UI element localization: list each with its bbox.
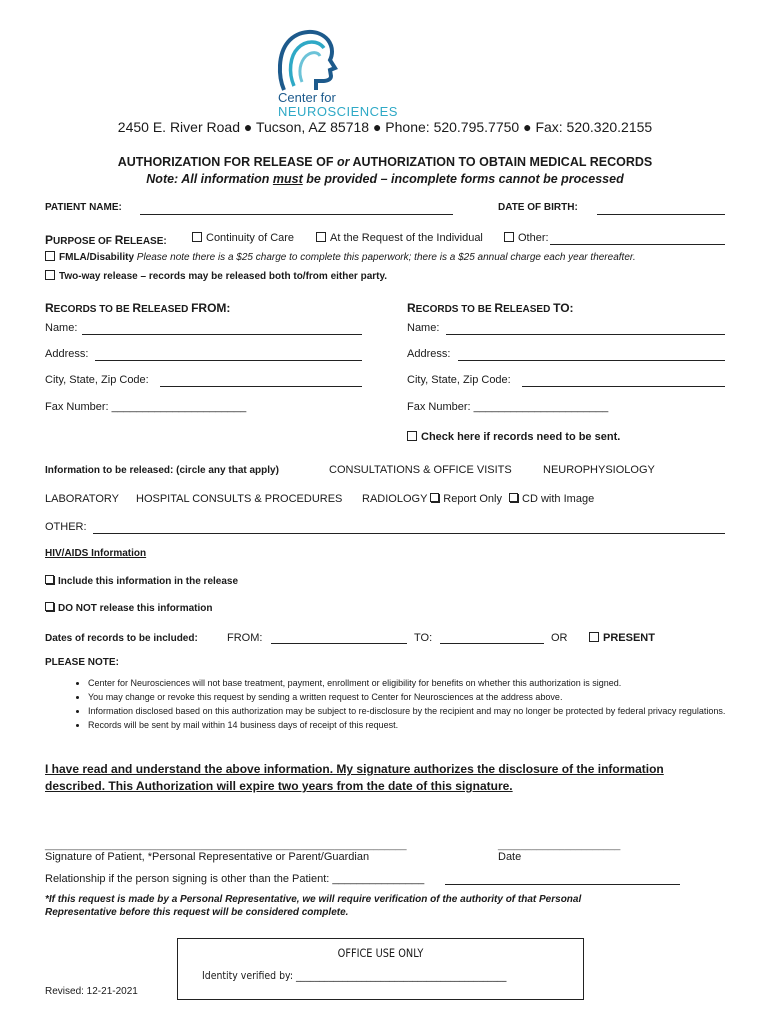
purpose-other-field[interactable] [550, 244, 725, 245]
info-label: Information to be released: (circle any that apply) [45, 465, 279, 476]
signature-field[interactable]: _________________________________________________________________ [45, 840, 407, 851]
hiv-donot-row[interactable] [45, 602, 212, 614]
from-name-label: Name: [45, 322, 78, 334]
note-item: • Records will be sent by mail within 14 business days of receipt of this request. [88, 718, 748, 732]
h-c: R [494, 301, 504, 315]
checkbox[interactable] [407, 431, 417, 441]
to-fax-label: Fax Number: [407, 401, 471, 413]
checkbox[interactable] [316, 232, 326, 242]
fmla-row[interactable] [45, 251, 636, 263]
info-laboratory[interactable]: LABORATORY [45, 493, 119, 505]
note-item: • Center for Neurosciences will not base treatment, payment, enrollment or eligibility for benefits on whether this authorization is signed. [88, 676, 748, 690]
title-or: or [336, 155, 350, 169]
twoway-label: Two-way release – records may be released both to/from either party. [59, 271, 388, 282]
address-line: 2450 E. River Road ● Tucson, AZ 85718 ● Phone: 520.795.7750 ● Fax: 520.320.2155 [117, 119, 653, 135]
rep-note-line1: *If this request is made by a Personal Representative, we will require verification of the authority of that Personal [45, 894, 582, 905]
dob-field[interactable] [597, 214, 725, 215]
other-label: OTHER: [45, 521, 87, 533]
office-identity-row[interactable] [202, 969, 506, 982]
logo [270, 26, 410, 120]
dates-present-row[interactable] [589, 632, 655, 644]
dates-present-label: PRESENT [603, 632, 655, 644]
from-csz-field[interactable] [160, 386, 362, 387]
office-identity-blank: _____________________________________________ [296, 969, 507, 982]
purpose-opt-request[interactable] [316, 232, 483, 244]
purpose-opt3-label: Other: [518, 232, 549, 244]
fmla-text: Please note there is a $25 charge to complete this paperwork; there is a $25 annual charge each year thereafter. [136, 252, 636, 263]
to-fax-blank: ______________________ [473, 401, 609, 413]
h-d: ELEASED [503, 304, 554, 315]
checkbox[interactable] [192, 232, 202, 242]
h-c: R [132, 301, 142, 315]
from-name-field[interactable] [82, 334, 362, 335]
info-radiology-row [362, 493, 594, 505]
to-address-label: Address: [407, 348, 451, 360]
note-must: must [272, 172, 303, 186]
title-pre: AUTHORIZATION FOR RELEASE OF [117, 155, 334, 169]
from-fax-label: Fax Number: [45, 401, 109, 413]
h-e: TO: [553, 301, 574, 315]
ack-line2: described. This Authorization will expire two years from the date of this signature. [45, 779, 513, 793]
revised-date: Revised: 12-21-2021 [45, 986, 138, 997]
twoway-row[interactable] [45, 270, 387, 282]
note-post: be provided – incomplete forms cannot be processed [306, 172, 624, 186]
relationship-field[interactable] [445, 884, 680, 885]
purpose-p2: URPOSE OF [53, 236, 115, 247]
relationship-row[interactable] [45, 873, 424, 885]
relationship-blank: _______________ [332, 873, 425, 885]
notes-list [68, 676, 748, 732]
check-sent-label: Check here if records need to be sent. [421, 431, 621, 443]
dates-from-field[interactable] [271, 643, 407, 644]
note-pre: Note: All information [146, 172, 270, 186]
info-neurophysiology[interactable]: NEUROPHYSIOLOGY [543, 464, 655, 476]
purpose-p1: P [45, 233, 54, 247]
h-a: R [407, 301, 416, 315]
dates-from-label: FROM: [227, 632, 263, 644]
info-cd-image: CD with Image [522, 493, 595, 505]
hiv-include-label: Include this information in the release [58, 576, 239, 587]
head-profile-icon [270, 26, 340, 96]
purpose-label [45, 231, 167, 249]
h-b: ECORDS TO BE [53, 304, 133, 315]
note-item: • Information disclosed based on this authorization may be subject to re-disclosure by the recipient and may no longer be protected by federal privacy regulations. [88, 704, 748, 718]
dates-to-label: TO: [414, 632, 433, 644]
note-item: • You may change or revoke this request by sending a written request to Center for Neurosciences at the address above. [88, 690, 748, 704]
fmla-label: FMLA/Disability [59, 252, 135, 263]
relationship-label: Relationship if the person signing is other than the Patient: [45, 873, 330, 885]
office-title: OFFICE USE ONLY [337, 946, 424, 960]
dates-label: Dates of records to be included: [45, 633, 198, 644]
form-title [0, 155, 770, 169]
from-csz-label: City, State, Zip Code: [45, 374, 149, 386]
from-address-label: Address: [45, 348, 89, 360]
date-field[interactable]: ______________________ [498, 840, 621, 851]
rep-note-line2: Representative before this request will be considered complete. [45, 907, 349, 918]
to-name-field[interactable] [446, 334, 725, 335]
to-fax-row[interactable] [407, 401, 608, 413]
form-note [0, 172, 770, 186]
info-radiology[interactable]: RADIOLOGY [362, 493, 428, 505]
to-address-field[interactable] [458, 360, 725, 361]
please-note-heading: PLEASE NOTE: [45, 657, 119, 668]
signature-label: Signature of Patient, *Personal Representative or Parent/Guardian [45, 851, 370, 863]
info-report-only: Report Only [443, 493, 502, 505]
checkbox[interactable] [45, 251, 55, 261]
hiv-heading [45, 548, 146, 559]
records-to-heading [407, 299, 574, 317]
patient-name-field[interactable] [140, 214, 453, 215]
purpose-opt1-label: Continuity of Care [206, 232, 295, 244]
checkbox[interactable] [45, 575, 54, 584]
dates-or: OR [551, 632, 568, 644]
ack-line1: I have read and understand the above information. My signature authorizes the disclosure of the information [45, 762, 664, 776]
checkbox[interactable] [430, 493, 439, 502]
info-hospital[interactable]: HOSPITAL CONSULTS & PROCEDURES [136, 493, 343, 505]
to-csz-label: City, State, Zip Code: [407, 374, 511, 386]
h-e: FROM: [191, 301, 231, 315]
h-a: R [45, 301, 54, 315]
from-fax-blank: ______________________ [111, 401, 247, 413]
logo-line2: NEUROSCIENCES [278, 104, 398, 119]
office-use-box [177, 938, 584, 1000]
info-consultations[interactable]: CONSULTATIONS & OFFICE VISITS [329, 464, 512, 476]
hiv-include-row[interactable] [45, 575, 238, 587]
purpose-p3: R [114, 233, 124, 247]
patient-name-row [45, 202, 122, 213]
office-identity-label: Identity verified by: [202, 969, 294, 982]
hiv-donot-label: DO NOT release this information [58, 603, 213, 614]
dob-label: DATE OF BIRTH: [498, 202, 578, 213]
title-post: AUTHORIZATION TO OBTAIN MEDICAL RECORDS [352, 155, 653, 169]
to-name-label: Name: [407, 322, 440, 334]
from-fax-row[interactable] [45, 401, 246, 413]
date-label: Date [498, 851, 522, 863]
purpose-p4: ELEASE: [123, 236, 167, 247]
logo-line1: Center for [278, 90, 336, 105]
checkbox[interactable] [509, 493, 518, 502]
from-address-field[interactable] [95, 360, 362, 361]
patient-name-label: PATIENT NAME: [45, 202, 122, 213]
check-sent-row[interactable] [407, 431, 620, 443]
checkbox[interactable] [45, 602, 54, 611]
records-from-heading [45, 299, 230, 317]
hiv-heading-text: HIV/AIDS Information [45, 548, 147, 559]
other-field[interactable] [93, 533, 725, 534]
to-csz-field[interactable] [522, 386, 725, 387]
purpose-opt2-label: At the Request of the Individual [330, 232, 483, 244]
checkbox[interactable] [504, 232, 514, 242]
h-d: ELEASED [141, 304, 192, 315]
checkbox[interactable] [589, 632, 599, 642]
purpose-opt-continuity[interactable] [192, 232, 294, 244]
purpose-opt-other[interactable] [504, 232, 549, 244]
h-b: ECORDS TO BE [415, 304, 495, 315]
dates-to-field[interactable] [440, 643, 544, 644]
checkbox[interactable] [45, 270, 55, 280]
